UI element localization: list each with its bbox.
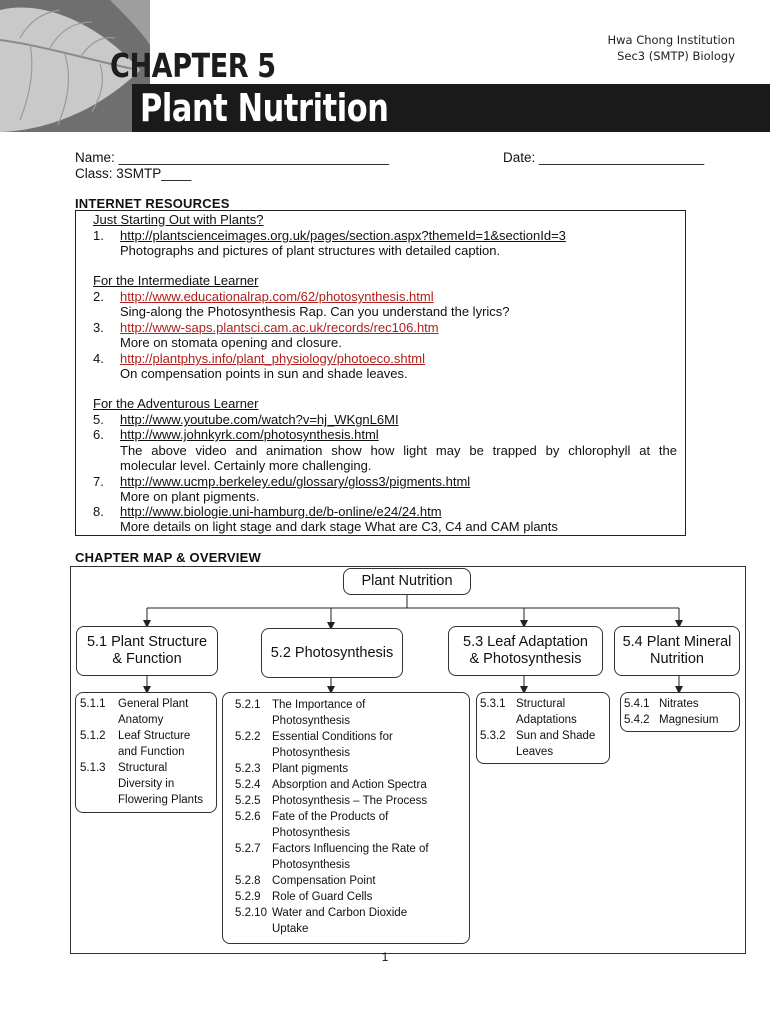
sublist-5-3-items: [480, 696, 608, 760]
group-title-adventurous: For the Adventurous Learner: [93, 396, 259, 411]
item-number: 5.2.7: [235, 843, 261, 855]
page-number: 1: [381, 950, 389, 964]
item-text: [272, 729, 465, 761]
item-text: [118, 728, 216, 760]
resource-desc-8: More details on light stage and dark stage What are C3, C4 and CAM plants: [120, 519, 558, 534]
item-line: Magnesium: [659, 714, 719, 726]
list-item: [80, 696, 216, 728]
list-item: [235, 729, 465, 761]
list-item: [235, 697, 465, 729]
item-line: Photosynthesis: [272, 715, 350, 727]
sublist-5-1-items: [80, 696, 216, 808]
item-number: 5.3.2: [480, 730, 506, 742]
group-title-intermediate: For the Intermediate Learner: [93, 273, 259, 288]
sublist-5-4-items: [624, 696, 738, 728]
map-root-node: [343, 568, 471, 595]
item-number: 5.2.1: [235, 699, 261, 711]
item-text: [118, 760, 216, 808]
item-number: 5.2.9: [235, 891, 261, 903]
item-number: 5.2.3: [235, 763, 261, 775]
item-line: Role of Guard Cells: [272, 891, 373, 903]
item-text: [272, 841, 465, 873]
item-line: Photosynthesis: [272, 827, 350, 839]
item-line: Leaves: [516, 746, 554, 758]
item-line: Flowering Plants: [118, 794, 204, 806]
resource-desc-4: On compensation points in sun and shade leaves.: [120, 366, 408, 381]
item-number: 6.: [93, 427, 104, 442]
item-number: 5.1.2: [80, 730, 106, 742]
item-number: 5.2.2: [235, 731, 261, 743]
list-item: [480, 696, 608, 728]
item-number: 5.2.8: [235, 875, 261, 887]
list-item: [235, 761, 465, 777]
item-number: 1.: [93, 228, 104, 243]
item-number: 5.1.3: [80, 762, 106, 774]
map-node-5-4: [614, 626, 740, 676]
chapter-map-heading: CHAPTER MAP & OVERVIEW: [75, 550, 261, 565]
item-number: 5.: [93, 412, 104, 427]
item-number: 2.: [93, 289, 104, 304]
item-line: Anatomy: [118, 714, 164, 726]
map-node-5-1: [76, 626, 218, 676]
item-line: Photosynthesis – The Process: [272, 795, 428, 807]
node-title-line: 5.4 Plant Mineral: [622, 634, 732, 650]
internet-resources-heading: INTERNET RESOURCES: [75, 196, 230, 211]
list-item: [235, 889, 465, 905]
item-line: Uptake: [272, 923, 309, 935]
node-title-line: 5.3 Leaf Adaptation: [463, 634, 588, 650]
item-line: Diversity in: [118, 778, 175, 790]
node-title-line: 5.2 Photosynthesis: [270, 644, 394, 661]
item-text: [272, 905, 465, 937]
item-line: Plant pigments: [272, 763, 349, 775]
resource-link-4[interactable]: http://plantphys.info/plant_physiology/photoeco.shtml: [120, 351, 425, 366]
item-line: and Function: [118, 746, 185, 758]
resource-link-5[interactable]: http://www.youtube.com/watch?v=hj_WKgnL6MI: [120, 412, 399, 427]
item-line: Photosynthesis: [272, 747, 350, 759]
item-number: 5.1.1: [80, 698, 106, 710]
list-item: [80, 728, 216, 760]
name-field[interactable]: Name: ____________________________________: [75, 150, 389, 165]
item-line: Structural: [516, 698, 566, 710]
resource-desc-6a: The above video and animation show how light may be trapped by chlorophyll at the: [120, 443, 677, 458]
map-node-5-2: [261, 628, 403, 678]
item-text: [118, 696, 216, 728]
item-text: [516, 728, 608, 760]
list-item: [624, 712, 738, 728]
list-item: [235, 873, 465, 889]
item-number: 5.2.4: [235, 779, 261, 791]
node-title-line: 5.1 Plant Structure: [86, 634, 208, 650]
item-line: Adaptations: [516, 714, 577, 726]
resource-link-2[interactable]: http://www.educationalrap.com/62/photosynthesis.html: [120, 289, 434, 304]
course-name: Sec3 (SMTP) Biology: [617, 49, 735, 63]
list-item: [80, 760, 216, 808]
resource-desc-6b: molecular level. Certainly more challenging.: [120, 458, 372, 473]
item-line: General Plant: [118, 698, 189, 710]
resource-link-3[interactable]: http://www-saps.plantsci.cam.ac.uk/records/rec106.htm: [120, 320, 439, 335]
resource-desc-2: Sing-along the Photosynthesis Rap. Can you understand the lyrics?: [120, 304, 510, 319]
item-text: [516, 696, 608, 728]
resource-link-1[interactable]: http://plantscienceimages.org.uk/pages/section.aspx?themeId=1&sectionId=3: [120, 228, 566, 243]
node-title-line: Nutrition: [650, 651, 704, 667]
chapter-title: Plant Nutrition: [140, 86, 389, 130]
node-title-line: & Function: [112, 651, 182, 667]
item-line: Nitrates: [659, 698, 699, 710]
list-item: [624, 696, 738, 712]
resource-link-7[interactable]: http://www.ucmp.berkeley.edu/glossary/gloss3/pigments.html: [120, 474, 471, 489]
list-item: [235, 793, 465, 809]
list-item: [480, 728, 608, 760]
list-item: [235, 841, 465, 873]
sublist-5-2-items: [235, 697, 465, 937]
resource-desc-1: Photographs and pictures of plant structures with detailed caption.: [120, 243, 501, 258]
item-line: Water and Carbon Dioxide: [272, 907, 408, 919]
item-number: 5.4.1: [624, 698, 650, 710]
item-number: 5.2.10: [235, 907, 267, 919]
resource-link-6[interactable]: http://www.johnkyrk.com/photosynthesis.html: [120, 427, 379, 442]
item-number: 8.: [93, 504, 104, 519]
item-line: Absorption and Action Spectra: [272, 779, 427, 791]
map-node-5-3: [448, 626, 603, 676]
resource-link-8[interactable]: http://www.biologie.uni-hamburg.de/b-online/e24/24.htm: [120, 504, 442, 519]
item-line: Fate of the Products of: [272, 811, 389, 823]
item-line: Sun and Shade: [516, 730, 596, 742]
resource-desc-7: More on plant pigments.: [120, 489, 260, 504]
item-number: 4.: [93, 351, 104, 366]
list-item: [235, 809, 465, 841]
item-number: 5.2.6: [235, 811, 261, 823]
institution-name: Hwa Chong Institution: [607, 33, 735, 47]
item-line: Structural: [118, 762, 168, 774]
item-text: [272, 697, 465, 729]
item-number: 5.2.5: [235, 795, 261, 807]
list-item: [235, 777, 465, 793]
class-field[interactable]: Class: 3SMTP____: [75, 166, 192, 181]
map-root-label: Plant Nutrition: [361, 573, 453, 589]
item-number: 5.3.1: [480, 698, 506, 710]
resource-desc-3: More on stomata opening and closure.: [120, 335, 342, 350]
item-line: Leaf Structure: [118, 730, 191, 742]
item-line: Compensation Point: [272, 875, 376, 887]
item-number: 3.: [93, 320, 104, 335]
item-line: Essential Conditions for: [272, 731, 393, 743]
chapter-label: CHAPTER 5: [110, 46, 276, 85]
item-number: 7.: [93, 474, 104, 489]
node-title-line: & Photosynthesis: [469, 651, 582, 667]
item-line: Factors Influencing the Rate of: [272, 843, 429, 855]
item-line: Photosynthesis: [272, 859, 350, 871]
item-line: The Importance of: [272, 699, 366, 711]
date-field[interactable]: Date: ______________________: [503, 150, 705, 165]
item-number: 5.4.2: [624, 714, 650, 726]
list-item: [235, 905, 465, 937]
group-title-beginner: Just Starting Out with Plants?: [93, 212, 264, 227]
item-text: [272, 809, 465, 841]
